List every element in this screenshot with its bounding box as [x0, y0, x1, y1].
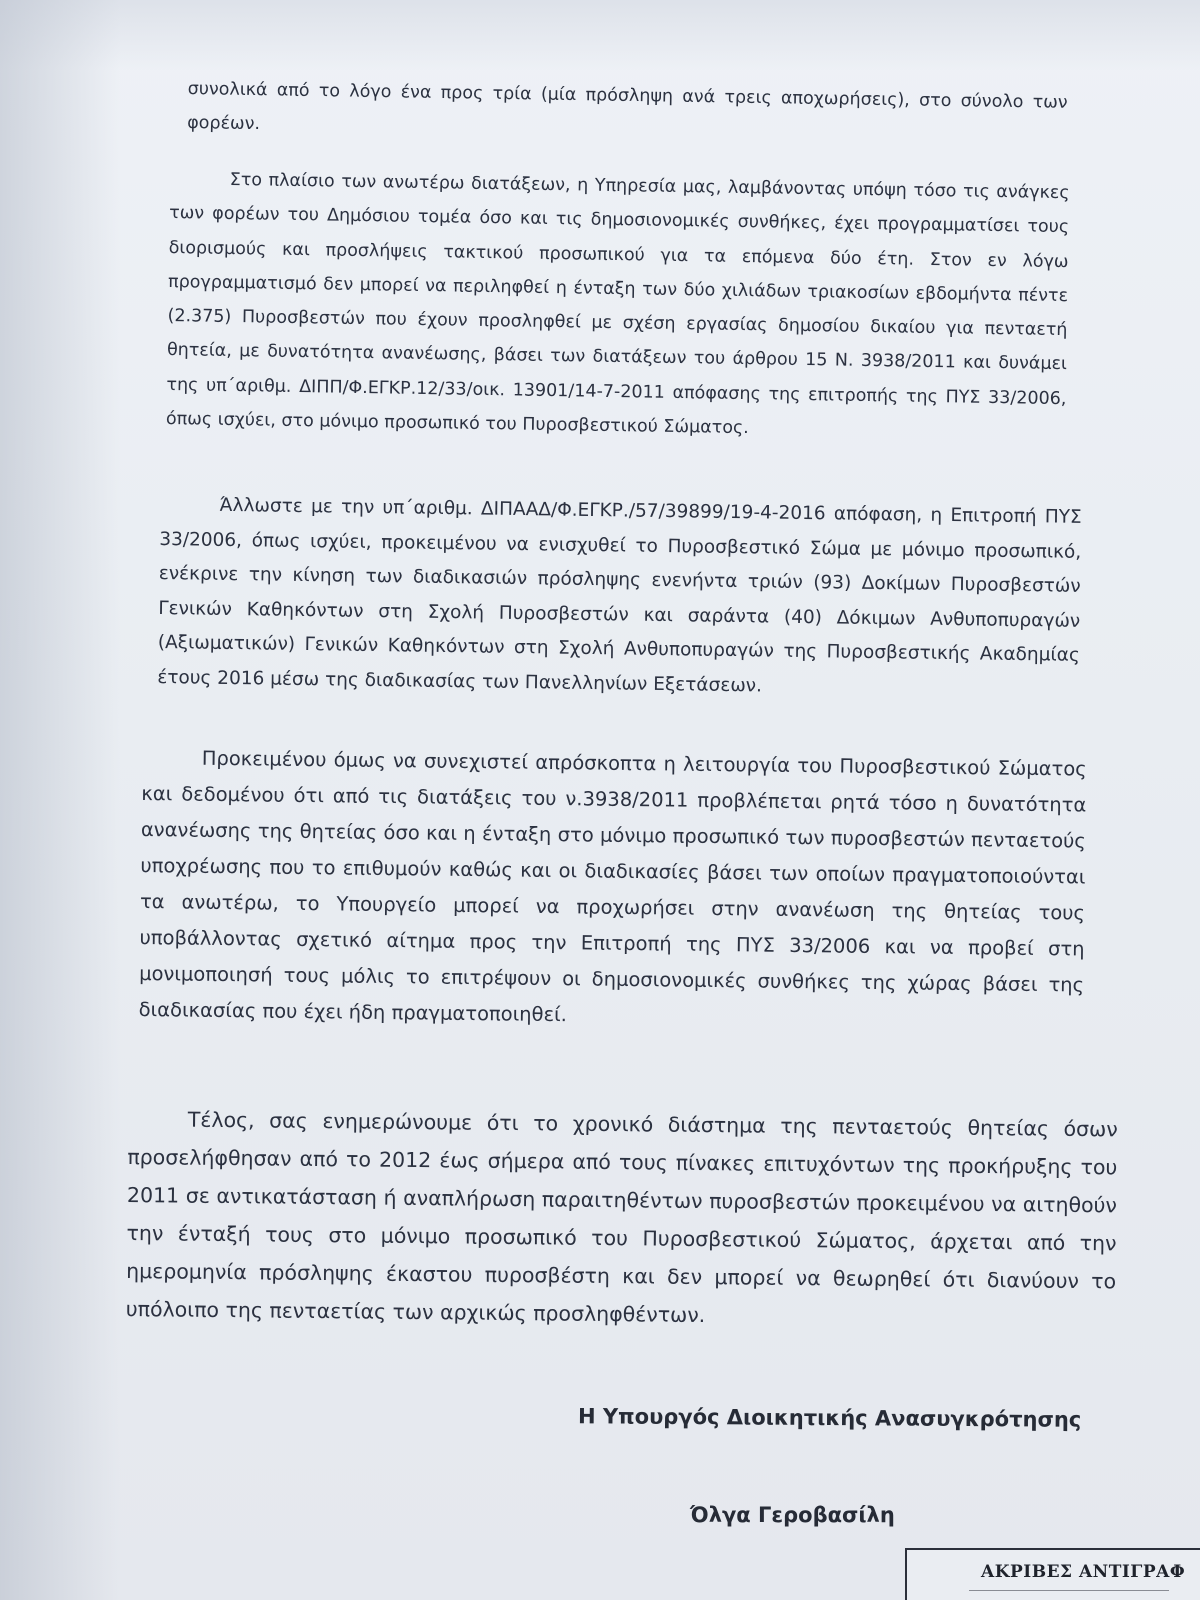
paragraph-committee-decision: [157, 488, 1082, 708]
certified-copy-stamp: [905, 1548, 1200, 1600]
page-shadow-top: [0, 0, 1200, 70]
paragraph-continuation: [187, 72, 1068, 154]
stamp-text: ΑΚΡΙΒΕΣ ΑΝΤΙΓΡΑΦ: [981, 1562, 1186, 1582]
paragraph-2-text: Στο πλαίσιο των ανωτέρω διατάξεων, η Υπηρεσία μας, λαμβάνοντας υπόψη τόσο τις ανάγκες των φορέων του Δημόσιου τομέα όσο και τις δημοσιονομικές συνθήκες, έχει προγραμματίσει τους διορισμούς και προσλήψεις τακτικού προσωπικού για τα επόμενα δύο έτη. Στον εν λόγω προγραμματισμό δεν μπορεί να περιληφθεί η ένταξη των δύο χιλιάδων τριακοσίων εβδομήντα πέντε (2.375) Πυροσβεστών που έχουν προσληφθεί με σχέση εργασίας δημοσίου δικαίου για πενταετή θητεία, με δυνατότητα ανανέωσης, βάσει των διατάξεων του άρθρου 15 Ν. 3938/2011 και δυνάμει της υπ΄αριθμ. ΔΙΠΠ/Φ.ΕΓΚΡ.12/33/οικ. 13901/14-7-2011 απόφασης της επιτροπής της ΠΥΣ 33/2006, όπως ισχύει, στο μόνιμο προσωπικό του Πυροσβεστικού Σώματος.: [165, 169, 1070, 439]
paragraph-5-text: Τέλος, σας ενημερώνουμε ότι το χρονικό διάστημα της πενταετούς θητείας όσων προσελήφθησαν από το 2012 έως σήμερα από τους πίνακες επιτυχόντων της προκήρυξης του 2011 σε αντικατάσταση ή αναπλήρωση παραιτηθέντων πυροσβεστών προκειμένου να αιτηθούν την ένταξή τους στο μόνιμο προσωπικό του Πυροσβεστικού Σώματος, άρχεται από την ημερομηνία πρόσληψης έκαστου πυροσβέστη και δεν μπορεί να θεωρηθεί ότι διανύουν το υπόλοιπο της πενταετίας των αρχικώς προσληφθέντων.: [125, 1107, 1118, 1328]
page-shadow-left: [0, 0, 120, 1600]
paragraph-3-text: Άλλωστε με την υπ΄αριθμ. ΔΙΠΑΑΔ/Φ.ΕΓΚΡ./57/39899/19-4-2016 απόφαση, η Επιτροπή ΠΥΣ 33/2006, όπως ισχύει, προκειμένου να ενισχυθεί το Πυροσβεστικό Σώμα με μόνιμο προσωπικό, ενέκρινε την κίνηση των διαδικασιών πρόσληψης ενενήντα τριών (93) Δοκίμων Πυροσβεστών Γενικών Καθηκόντων στη Σχολή Πυροσβεστών και σαράντα (40) Δόκιμων Ανθυποπυραγών (Αξιωματικών) Γενικών Καθηκόντων στη Σχολή Ανθυποπυραγών της Πυροσβεστικής Ακαδημίας έτους 2016 μέσω της διαδικασίας των Πανελληνίων Εξετάσεων.: [157, 494, 1082, 697]
stamp-subline: [969, 1590, 1169, 1600]
paragraph-1-text: συνολικά από το λόγο ένα προς τρία (μία πρόσληψη ανά τρεις αποχωρήσεις), στο σύνολο των φορέων.: [187, 78, 1068, 135]
signature-title: Η Υπουργός Διοικητικής Ανασυγκρότησης: [577, 1404, 1082, 1432]
paragraph-conclusion: [126, 1100, 1118, 1338]
paragraph-4-text: Προκειμένου όμως να συνεχιστεί απρόσκοπτα η λειτουργία του Πυροσβεστικού Σώματος και δεδομένου ότι από τις διατάξεις του ν.3938/2011 προβλέπεται ρητά τόσο η δυνατότητα ανανέωσης της θητείας όσο και η ένταξη στο μόνιμο προσωπικό των πυροσβεστών πενταετούς υποχρέωσης που το επιθυμούν καθώς και οι διαδικασίες βάσει των οποίων πραγματοποιούνται τα ανωτέρω, το Υπουργείο μπορεί να προχωρήσει στην ανανέωση της θητείας τους υποβάλλοντας σχετικό αίτημα προς την Επιτροπή της ΠΥΣ 33/2006 και να προβεί στη μονιμοποιησή τους μόλις το επιτρέψουν οι δημοσιονομικές συνθήκες της χώρας βάσει της διαδικασίας που έχει ήδη πραγματοποιηθεί.: [138, 746, 1087, 1027]
signature-name: Όλγα Γεροβασίλη: [690, 1503, 895, 1527]
paragraph-staffing-plan: [166, 162, 1070, 450]
paragraph-renewal: [138, 740, 1086, 1040]
